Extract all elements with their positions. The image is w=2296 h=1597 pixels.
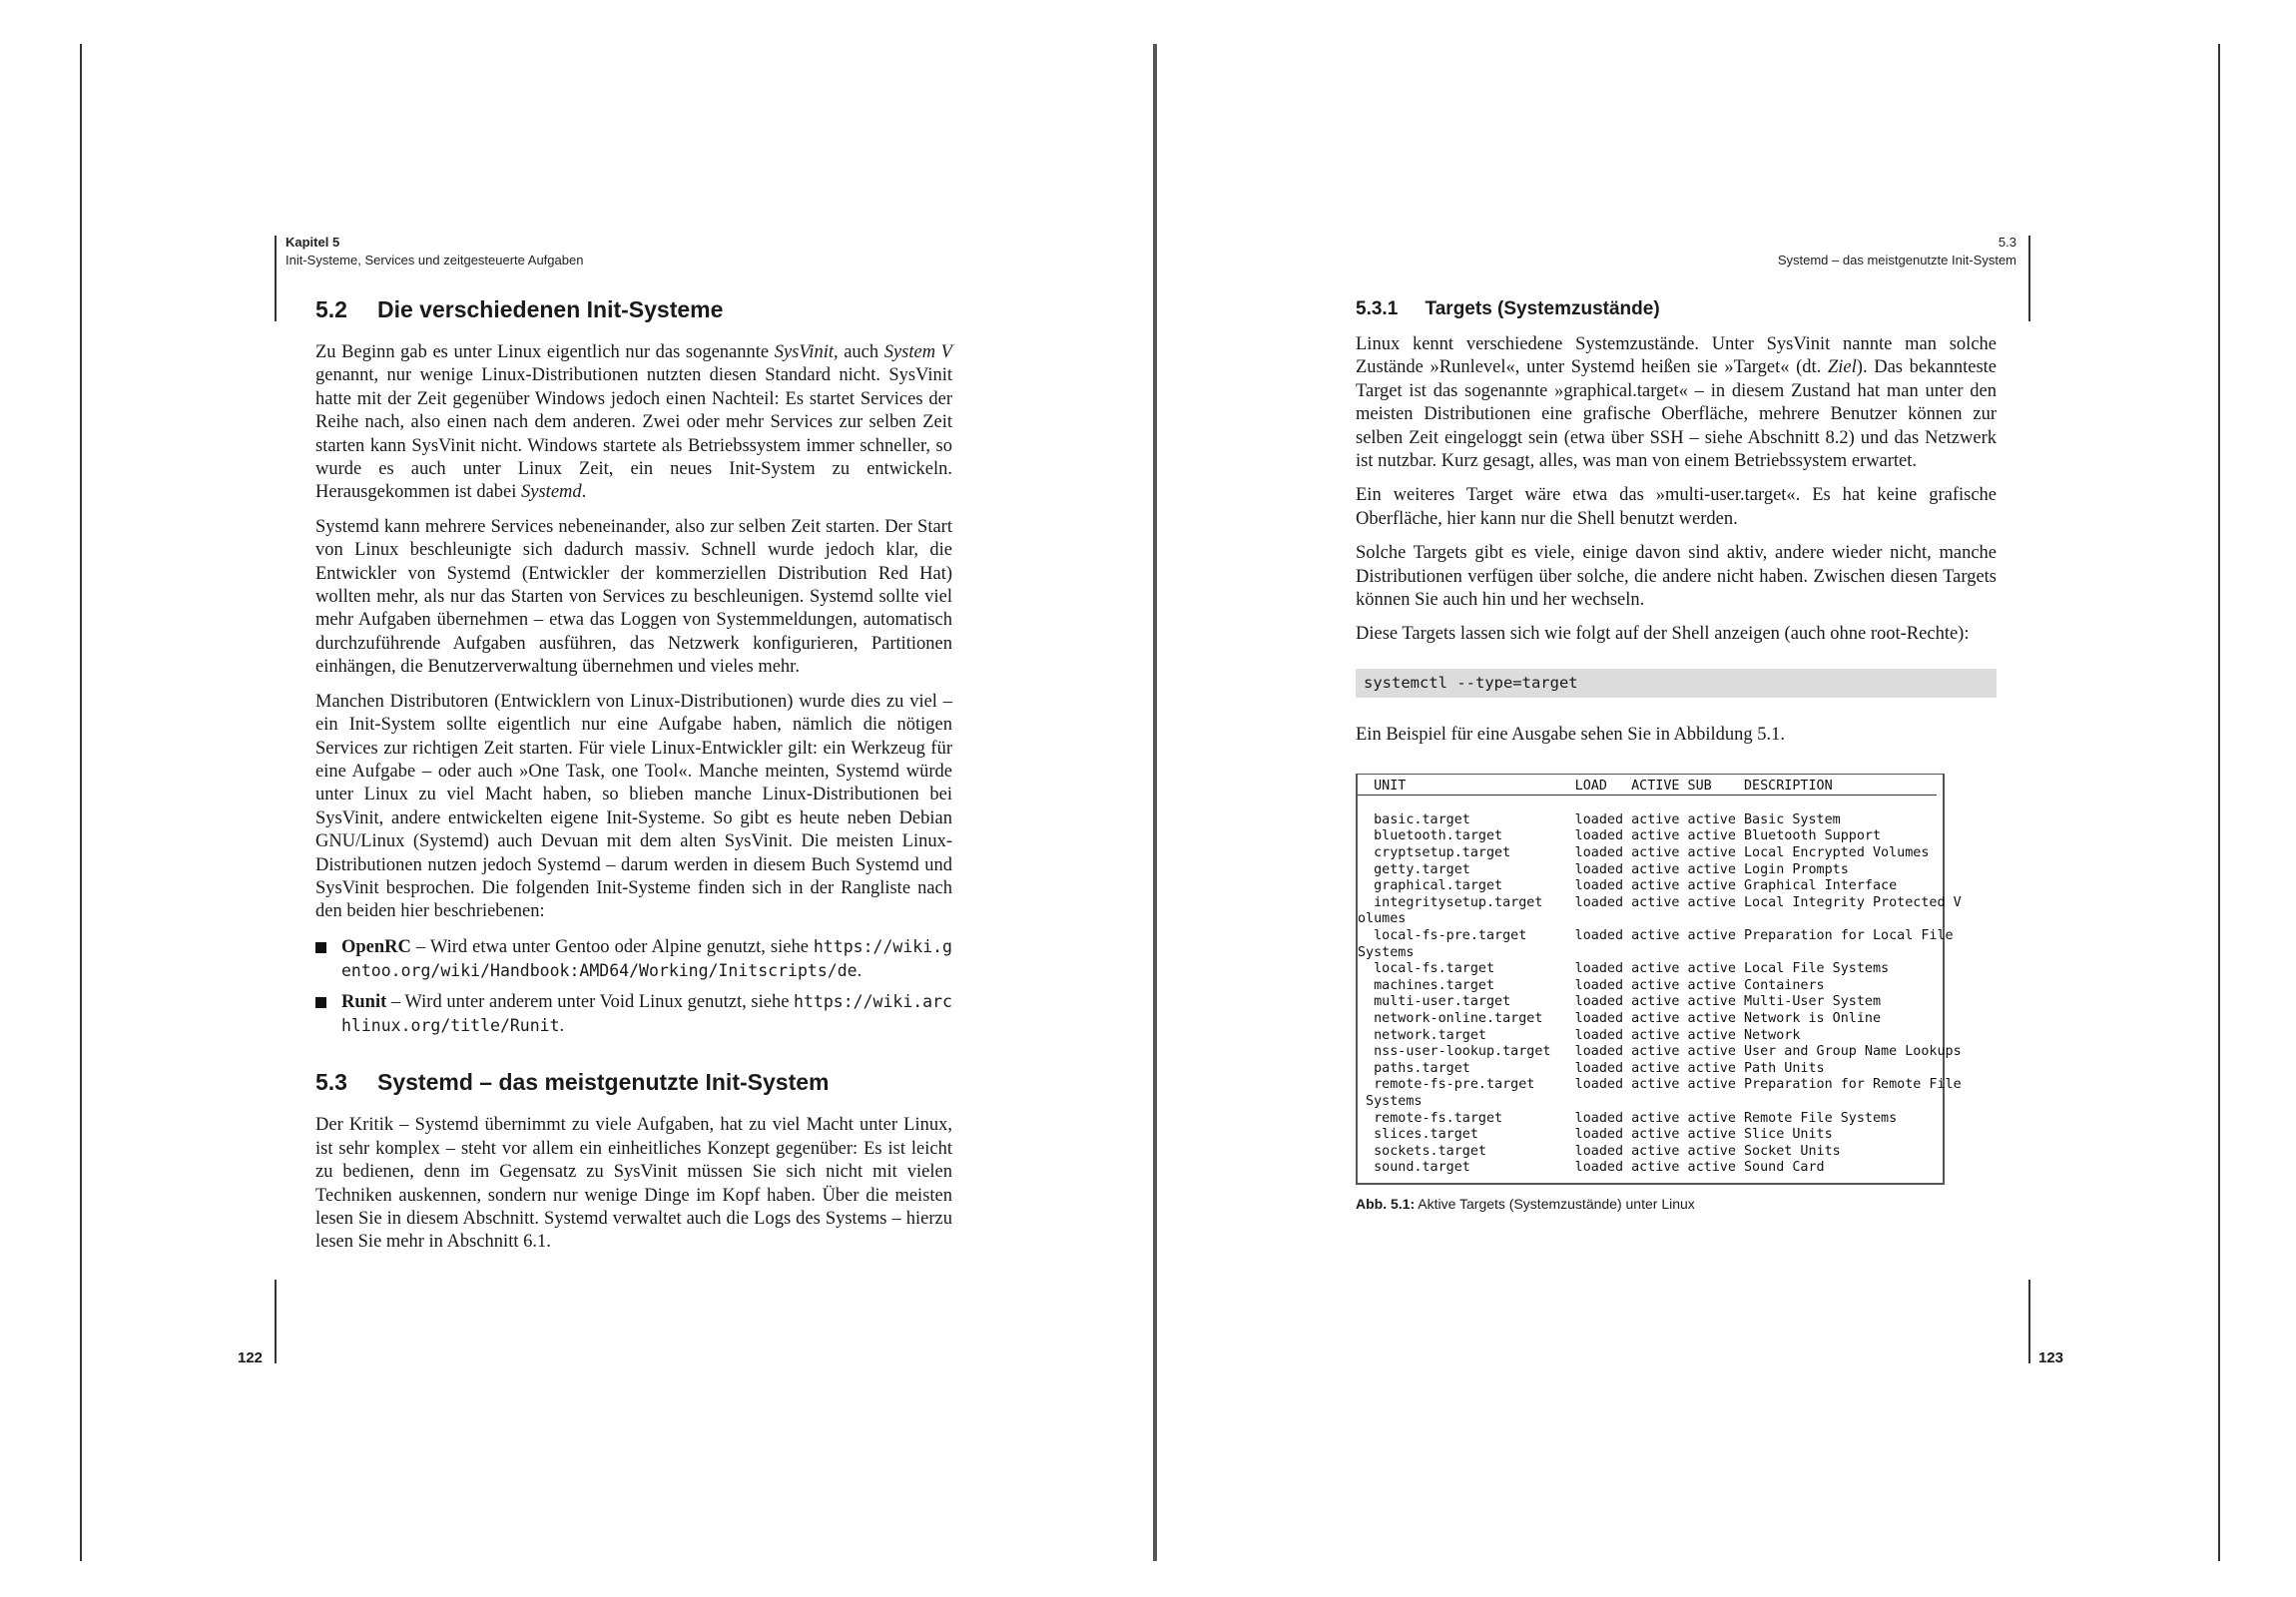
section-5-3-heading [315, 1068, 952, 1096]
terminal-output-lines [1358, 796, 1962, 1177]
left-page-body [315, 295, 952, 1266]
paragraph: Diese Targets lassen sich wie folgt auf der Shell anzeigen (auch ohne root-Rechte): [1356, 624, 1970, 645]
url-link[interactable]: https://wiki.gentoo.org/wiki/Handbook:AMD64/Working/Initscripts/de [341, 936, 952, 981]
terminal-line: multi-user.target loaded active active Multi-User System [1374, 994, 1882, 1010]
terminal-line: local-fs-pre.target loaded active active Preparation for Local File [1374, 928, 1954, 944]
chapter-label: Kapitel 5 [286, 235, 340, 250]
section-number: 5.3 [315, 1069, 347, 1096]
paragraph: Ein Beispiel für eine Ausgabe sehen Sie in Abbildung 5.1. [1356, 725, 1786, 746]
paragraph: Manchen Distributoren (Entwicklern von Linux-Distributionen) wurde dies zu viel – ein Init-System sollte eigentlich nur eine Aufgabe haben, nämlich die nötigen Services zur richtigen Zeit starten. Für viele Linux-Entwickler gilt: ein Werkzeug für eine Aufgabe – oder auch »One Task, one Tool«. Manche meinten, Systemd würde unter Linux zu viel Macht haben, so blieben manche Linux-Distributionen bei SysVinit, andere entwickelten eigene Init-Systeme. So gibt es heute neben Debian GNU/Linux (Systemd) auch Devuan mit dem alten SysVinit. Die meisten Linux-Distributionen nutzen jedoch Systemd – darum werden in diesem Buch Systemd und SysVinit besprochen. Die folgenden Init-Systeme finden sich in der Rangliste nach den beiden hier beschriebenen: [315, 691, 952, 922]
terminal-line: Systems [1358, 944, 1415, 960]
book-spine [1153, 44, 1157, 1561]
terminal-line: integritysetup.target loaded active active Local Integrity Protected V [1374, 894, 1962, 910]
terminal-line: Systems [1366, 1093, 1423, 1109]
terminal-line: network-online.target loaded active active Network is Online [1374, 1011, 1882, 1026]
section-number: 5.2 [315, 296, 347, 322]
terminal-line: olumes [1358, 911, 1407, 927]
terminal-line: remote-fs.target loaded active active Remote File Systems [1374, 1110, 1898, 1126]
init-system-list [315, 935, 952, 1039]
section-5-2-heading [315, 295, 952, 323]
terminal-line: sockets.target loaded active active Socket Units [1374, 1143, 1841, 1159]
right-header-rule [2028, 236, 2030, 321]
bullet-square-icon [315, 997, 326, 1008]
terminal-line: machines.target loaded active active Containers [1374, 977, 1825, 993]
left-footer-rule [275, 1280, 277, 1363]
section-number: 5.3.1 [1356, 298, 1399, 319]
terminal-line: slices.target loaded active active Slice Units [1374, 1127, 1833, 1143]
terminal-output-figure [1356, 774, 1962, 1185]
command-code-block: systemctl --type=target [1356, 669, 1997, 698]
paragraph: Systemd kann mehrere Services nebeneinander, also zur selben Zeit starten. Der Start von Linux beschleunigte sich dadurch massiv. Schnell wurde jedoch klar, die Entwickler von Systemd (Entwickler der kommerziellen Distribution Red Hat) wollten mehr, als nur das Starten von Services zu beschleunigen. Systemd sollte viel mehr Aufgaben übernehmen – etwa das Loggen von Systemmeldungen, automatisch durchzuführende Aufgaben ausführen, das Netzwerk konfigurieren, Partitionen einhängen, die Benutzerverwaltung übernehmen und vieles mehr. [315, 516, 952, 678]
right-page-number: 123 [2038, 1349, 2064, 1366]
terminal-line: remote-fs-pre.target loaded active active Preparation for Remote File [1374, 1077, 1962, 1093]
left-page-number: 122 [238, 1349, 264, 1366]
terminal-line: getty.target loaded active active Login Prompts [1374, 861, 1849, 877]
terminal-line: nss-user-lookup.target loaded active active User and Group Name Lookups [1374, 1044, 1962, 1060]
terminal-line: local-fs.target loaded active active Local File Systems [1374, 961, 1890, 977]
url-link[interactable]: https://wiki.archlinux.org/title/Runit [341, 991, 952, 1035]
caption-label: Abb. 5.1: [1356, 1195, 1416, 1212]
paragraph: Ein weiteres Target wäre etwa das »multi-user.target«. Es hat keine grafische Oberfläche, hier kann nur die Shell benutzt werden. [1356, 485, 1997, 529]
right-running-header [1778, 234, 2016, 269]
terminal-line: cryptsetup.target loaded active active Local Encrypted Volumes [1374, 845, 1930, 861]
list-item: OpenRC – Wird etwa unter Gentoo oder Alpine genutzt, siehe https://wiki.gentoo.org/wiki/Handbook:AMD64/Working/Initscripts/de. [315, 935, 952, 984]
caption-text: Aktive Targets (Systemzustände) unter Linux [1415, 1195, 1695, 1212]
section-title: Die verschiedenen Init-Systeme [377, 296, 724, 322]
paragraph: Zu Beginn gab es unter Linux eigentlich nur das sogenannte SysVinit, auch System V genannt, nur wenige Linux-Distributionen nutzten diesen Standard nicht. SysVinit hatte mit der Zeit gegenüber Windows jedoch einen Nachteil: Es startet Services der Reihe nach, also einen nach dem anderen. Zwei oder mehr Services zur selben Zeit starten kann SysVinit nicht. Windows startete als Betriebssystem immer schneller, so wurde es auch unter Linux Zeit, ein neues Init-System zu entwickeln. Herausgekommen ist dabei Systemd. [315, 342, 952, 503]
right-footer-rule [2028, 1280, 2030, 1363]
section-5-3-1-heading [1356, 297, 1997, 321]
terminal-line: sound.target loaded active active Sound Card [1374, 1160, 1825, 1176]
terminal-line: paths.target loaded active active Path Units [1374, 1060, 1825, 1076]
section-title: Systemd – das meistgenutzte Init-System [377, 1069, 830, 1096]
chapter-subtitle: Init-Systeme, Services und zeitgesteuerte Aufgaben [286, 253, 584, 267]
figure-caption [1356, 1193, 1997, 1216]
paragraph: Der Kritik – Systemd übernimmt zu viele Aufgaben, hat zu viel Macht unter Linux, ist sehr komplex – steht vor allem ein einheitliches Konzept gegenüber: Es ist leicht zu bedienen, denn im Gegensatz zu SysVinit müssen Sie sich nicht mit vielen Techniken auskennen, sondern nur wenige Dinge im Kopf haben. Über die meisten lesen Sie in diesem Abschnitt. Systemd verwaltet auch die Logs des Systems – hierzu lesen Sie mehr in Abschnitt 6.1. [315, 1115, 952, 1253]
left-outer-border [80, 44, 82, 1561]
right-outer-border [2218, 44, 2220, 1561]
list-item: Runit – Wird unter anderem unter Void Linux genutzt, siehe https://wiki.archlinux.org/title/Runit. [315, 990, 952, 1039]
paragraph: Solche Targets gibt es viele, einige davon sind aktiv, andere wieder nicht, manche Distributionen verfügen über solche, die andere nicht haben. Zwischen diesen Targets können Sie auch hin und her wechseln. [1356, 543, 1997, 611]
left-header-rule [275, 236, 277, 321]
terminal-line: network.target loaded active active Network [1374, 1027, 1801, 1043]
section-subtitle: Systemd – das meistgenutzte Init-System [1777, 253, 2016, 267]
right-page-body [1356, 297, 1997, 1216]
terminal-line: basic.target loaded active active Basic System [1374, 811, 1841, 827]
terminal-line: bluetooth.target loaded active active Bluetooth Support [1374, 828, 1882, 844]
terminal-header-row: UNIT LOAD ACTIVE SUB DESCRIPTION [1358, 779, 1937, 797]
section-title: Targets (Systemzustände) [1425, 298, 1660, 319]
left-running-header [286, 234, 583, 269]
section-label: 5.3 [1998, 235, 2016, 250]
bullet-square-icon [315, 942, 326, 953]
paragraph: Linux kennt verschiedene Systemzustände. Unter SysVinit nannte man solche Zustände »Runlevel«, unter Systemd heißen sie »Target« (dt. Ziel). Das bekannteste Target ist das sogenannte »graphical.target« – in diesem Zustand hat man unter den meisten Distributionen eine grafische Oberfläche, mehrere Benutzer können zur selben Zeit eingeloggt sein (etwa über SSH – siehe Abschnitt 8.2) und das Netzwerk ist nutzbar. Kurz gesagt, alles, was man von einem Betriebssystem erwartet. [1356, 334, 1997, 472]
terminal-line: graphical.target loaded active active Graphical Interface [1374, 878, 1898, 894]
